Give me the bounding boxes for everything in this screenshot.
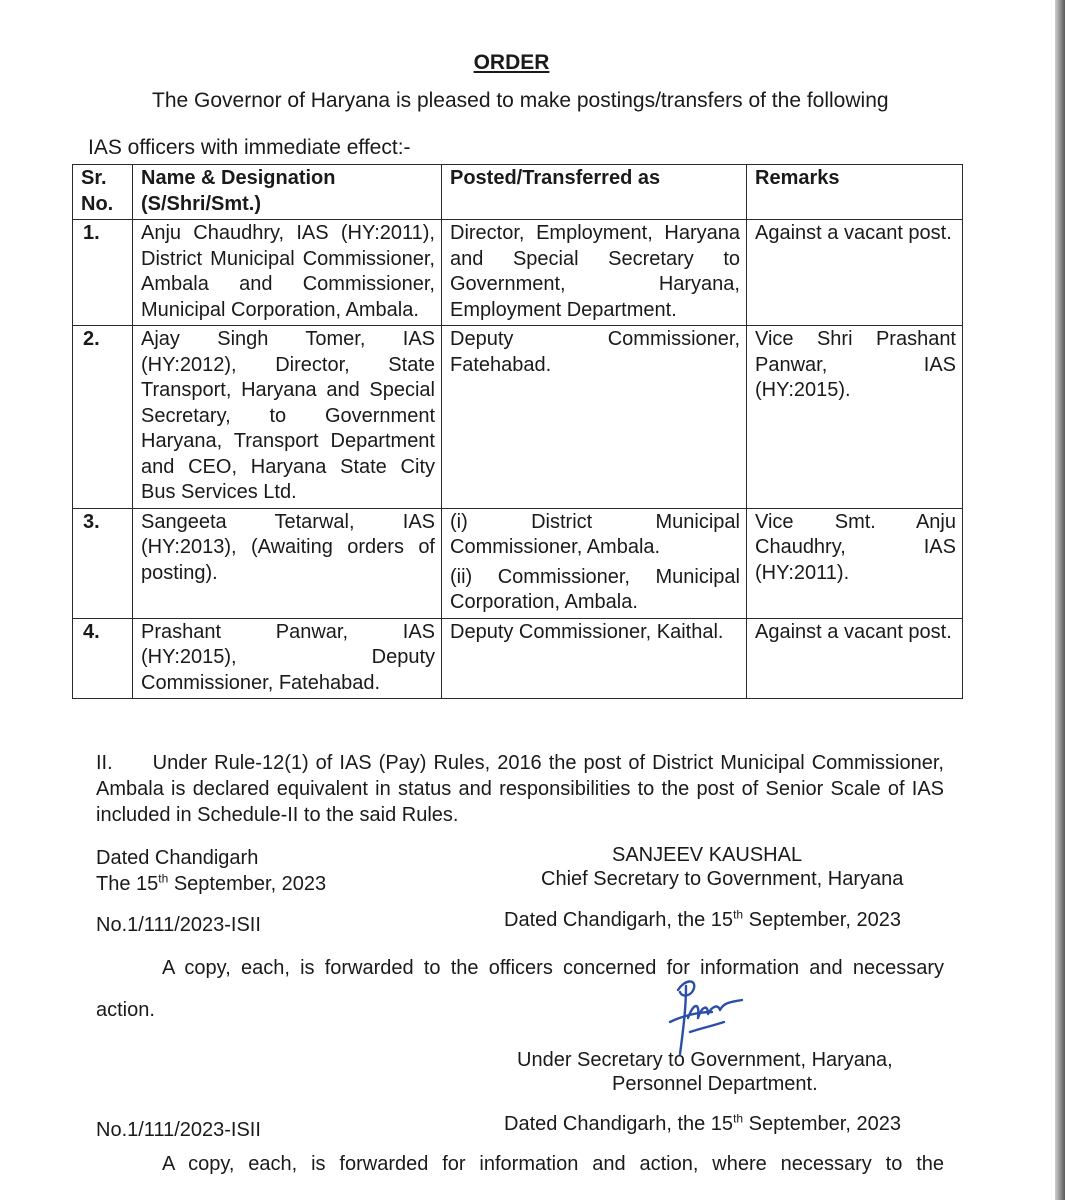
- postings-table: [72, 164, 963, 699]
- endorsement-date-sup: th: [733, 907, 744, 922]
- row-name-designation: Anju Chaudhry, IAS (HY:2011), District Municipal Commissioner, Ambala and Commissioner, Municipal Corporation, Ambala.: [133, 220, 442, 326]
- row-posted-as: [442, 508, 747, 618]
- row-name-designation: Prashant Panwar, IAS (HY:2015), Deputy Commissioner, Fatehabad.: [133, 618, 442, 699]
- row-name-designation: Ajay Singh Tomer, IAS (HY:2012), Director, State Transport, Haryana and Special Secretary, to Government Haryana, Transport Department and CEO, Haryana State City Bus Services Ltd.: [133, 326, 442, 509]
- row-posted-as: [442, 618, 747, 699]
- table-row: [73, 326, 963, 509]
- paragraph-two: [96, 750, 944, 828]
- endorsement-number-2: No.1/111/2023-ISII: [96, 1119, 261, 1141]
- signatory-designation: Chief Secretary to Government, Haryana: [541, 868, 904, 890]
- posted-line: Director, Employment, Haryana and Special Secretary to Government, Haryana, Employment Department.: [450, 222, 740, 321]
- paragraph-text: Under Rule-12(1) of IAS (Pay) Rules, 2016 the post of District Municipal Commissioner, Ambala is declared equivalent in status and responsibilities to the post of Senior Scale of IAS included in Schedule-II to the said Rules.: [96, 752, 944, 826]
- endorsement-date-suffix: September, 2023: [743, 909, 901, 931]
- intro-line-2: IAS officers with immediate effect:-: [88, 136, 411, 159]
- posted-line: Deputy Commissioner, Fatehabad.: [450, 328, 740, 376]
- endorsement-date-2: [504, 1112, 901, 1137]
- paragraph-number: II.: [96, 752, 113, 774]
- order-date-sup: th: [158, 871, 169, 886]
- endorsement-number: No.1/111/2023-ISII: [96, 914, 261, 936]
- row-sr-no: 1.: [73, 220, 133, 326]
- header-sr-no: Sr. No.: [73, 165, 133, 220]
- header-remarks: Remarks: [747, 165, 963, 220]
- row-name-designation: Sangeeta Tetarwal, IAS (HY:2013), (Awaiting orders of posting).: [133, 508, 442, 618]
- row-posted-as: [442, 220, 747, 326]
- endorsement-date-2-suffix: September, 2023: [743, 1113, 901, 1135]
- row-sr-no: 4.: [73, 618, 133, 699]
- row-sr-no: 3.: [73, 508, 133, 618]
- row-remarks: Vice Shri Prashant Panwar, IAS (HY:2015).: [747, 326, 963, 509]
- endorsement-text: A copy, each, is forwarded to the officers concerned for information and necessary action.: [96, 957, 944, 1021]
- order-date-prefix: The 15: [96, 873, 159, 895]
- posted-line-2: (ii) Commissioner, Municipal Corporation, Ambala.: [450, 565, 740, 613]
- table-row: [73, 618, 963, 699]
- endorsement-date-2-prefix: Dated Chandigarh, the 15: [504, 1113, 734, 1135]
- endorsement-date-prefix: Dated Chandigarh, the 15: [504, 909, 734, 931]
- table-header-row: [73, 165, 963, 220]
- intro-line-1: The Governor of Haryana is pleased to make postings/transfers of the following: [152, 89, 889, 112]
- endorsement-text-2: A copy, each, is forwarded for information and action, where necessary to the: [162, 1153, 944, 1175]
- header-name-designation: Name & Designation (S/Shri/Smt.): [133, 165, 442, 220]
- row-sr-no: 2.: [73, 326, 133, 509]
- row-posted-as: [442, 326, 747, 509]
- under-secretary-line-1: Under Secretary to Government, Haryana,: [517, 1049, 893, 1071]
- dated-place: Dated Chandigarh: [96, 847, 259, 869]
- signatory-name: SANJEEV KAUSHAL: [612, 844, 803, 866]
- table-row: [73, 508, 963, 618]
- posted-line: (i) District Municipal Commissioner, Ambala.: [450, 510, 740, 558]
- posted-line: Deputy Commissioner, Kaithal.: [450, 620, 724, 643]
- under-secretary-line-2: Personnel Department.: [612, 1073, 818, 1095]
- header-posted-transferred: Posted/Transferred as: [442, 165, 747, 220]
- order-date: [96, 872, 326, 897]
- order-date-suffix: September, 2023: [168, 873, 327, 895]
- row-remarks: Vice Smt. Anju Chaudhry, IAS (HY:2011).: [747, 508, 963, 618]
- row-remarks: Against a vacant post.: [747, 220, 963, 326]
- table-row: [73, 220, 963, 326]
- endorsement-date-2-sup: th: [733, 1111, 744, 1126]
- endorsement-date: [504, 908, 901, 933]
- order-title: ORDER: [473, 51, 550, 74]
- row-remarks: Against a vacant post.: [747, 618, 963, 699]
